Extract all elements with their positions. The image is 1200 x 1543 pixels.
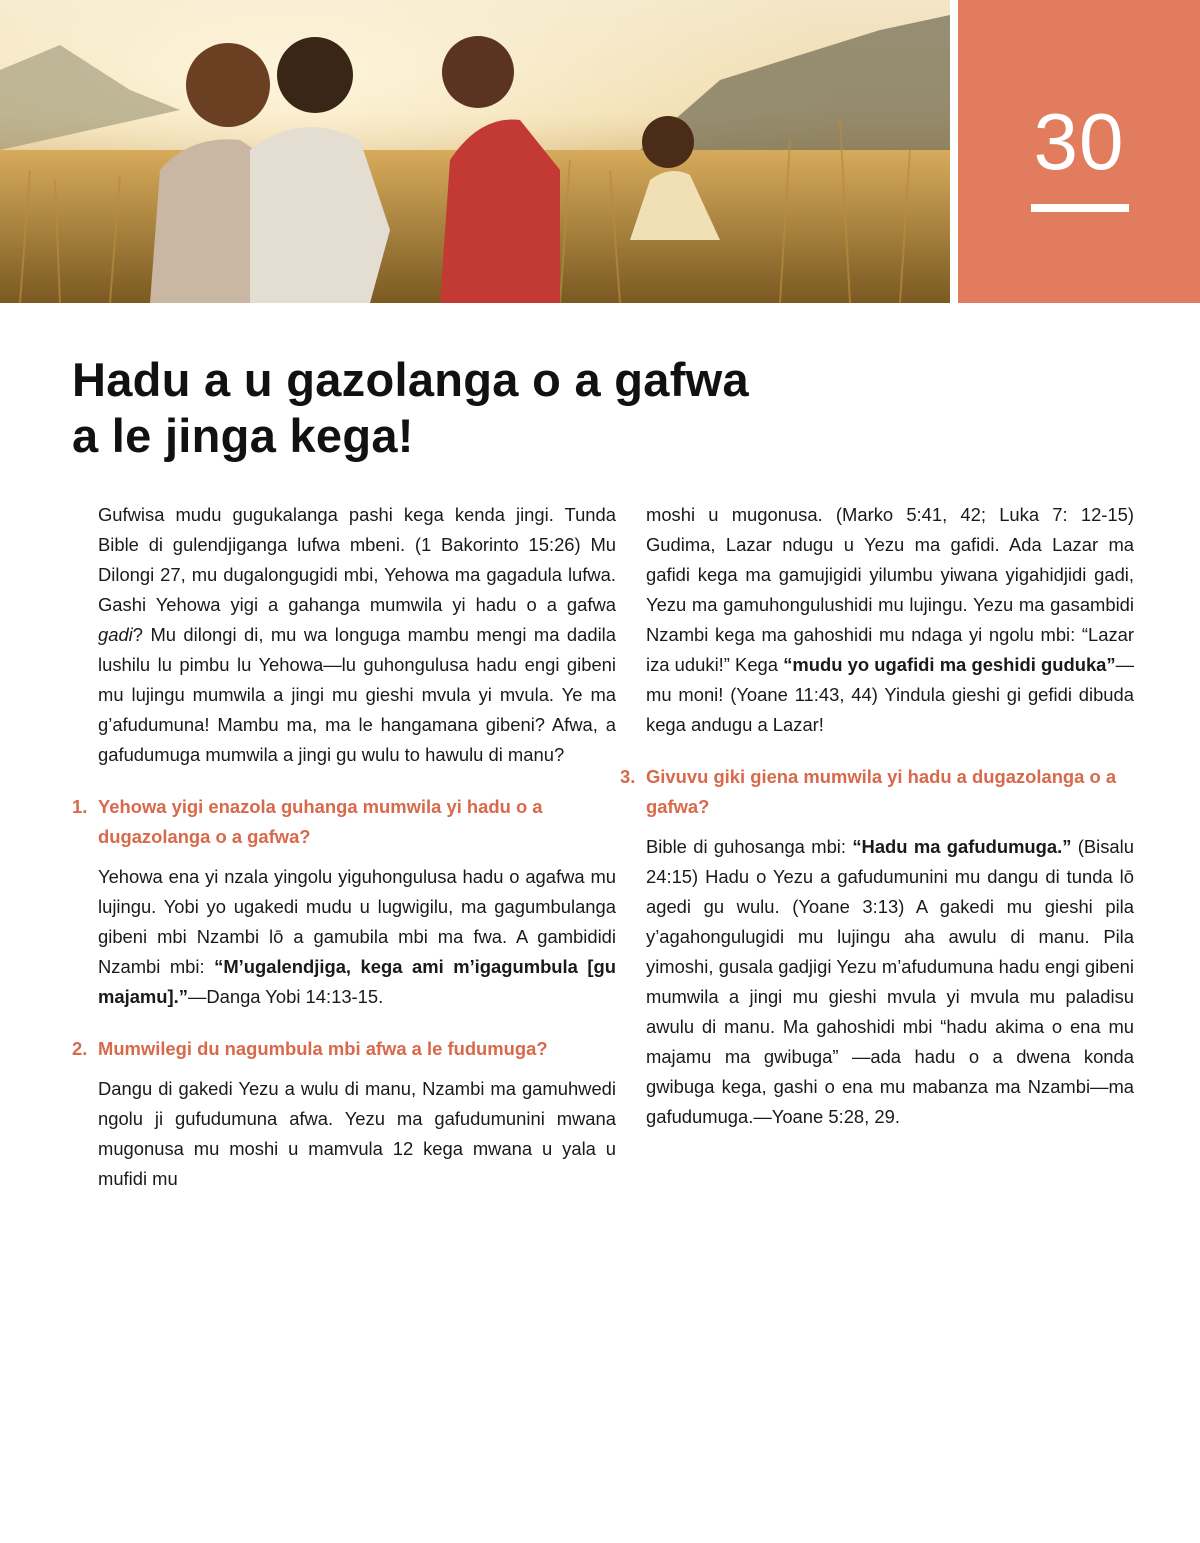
question-text: Givuvu giki giena mumwila yi hadu a dugazolanga o a gafwa? [646, 766, 1117, 817]
scripture-quote: “M’ugalendjiga, kega ami m’igagumbula [gu majamu].” [98, 956, 616, 1007]
page-title: Hadu a u gazolanga o a gafwa a le jinga kega! [72, 353, 749, 463]
answer-text: Yehowa ena yi nzala yingolu yiguhongulusa hadu o agafwa mu lujingu. Yobi yo ugakedi mudu u lugwigilu, ma gagumbulanga gibeni mbi Nzambi lō a gamubila mbi ma fwa. A gambididi Nzambi mbi: [98, 866, 616, 977]
scripture-quote: “Hadu ma gafudumuga.” [852, 836, 1072, 857]
family-meadow-illustration [0, 0, 950, 303]
intro-text-rest: ? Mu dilongi di, mu wa longuga mambu mengi ma dadila lushilu lu pimbu lu Yehowa—lu guhongulusa hadu engi gibeni mu lujingu mumwila a jingi mu gieshi mvula yi mvula. Ye ma g’afudumuna! Mambu ma, ma le hangamana gibeni? Afwa, a gafudumuga mumwila a jingi gu wulu to hawulu di manu? [98, 624, 616, 765]
answer-tail: —Danga Yobi 14:13-15. [187, 986, 384, 1007]
answer-3 [646, 832, 1134, 1132]
intro-text: Gufwisa mudu gugukalanga pashi kega kenda jingi. Tunda Bible di gulendjiganga lufwa mbeni. (1 Bakorinto 15:26) Mu Dilongi 27, mu dugalongugidi mbi, Yehowa ma gagadula lufwa. Gashi Yehowa yigi a gahanga mumwila yi hadu o a gafwa [98, 504, 616, 615]
question-number: 3. [620, 766, 636, 787]
answer-2-continued [646, 500, 1134, 740]
question-number: 2. [72, 1038, 88, 1059]
intro-paragraph [98, 500, 616, 770]
answer-2 [98, 1074, 616, 1194]
question-2 [72, 1034, 616, 1064]
question-text: Mumwilegi du nagumbula mbi afwa a le fudumuga? [98, 1038, 548, 1059]
question-1 [72, 792, 616, 852]
badge-underline [1031, 204, 1129, 212]
scripture-quote: “mudu yo ugafidi ma geshidi guduka” [783, 654, 1116, 675]
lesson-number-badge [958, 0, 1200, 303]
answer-text: Bible di guhosanga mbi: [646, 836, 853, 857]
question-text: Yehowa yigi enazola guhanga mumwila yi hadu o a dugazolanga o a gafwa? [98, 796, 543, 847]
answer-1 [98, 862, 616, 1012]
answer-tail: —mu moni! (Yoane 11:43, 44) Yindula gieshi gi gefidi dibuda kega andugu a Lazar! [646, 654, 1134, 735]
answer-text: Dangu di gakedi Yezu a wulu di manu, Nzambi ma gamuhwedi ngolu ji gufudumuna afwa. Yezu ma gafudumunini mwana mugonusa mu moshi u mamvula 12 kega mwana u yala u mufidi mu [98, 1078, 616, 1189]
answer-text: moshi u mugonusa. (Marko 5:41, 42; Luka 7: 12-15) Gudima, Lazar ndugu u Yezu ma gafidi. Ada Lazar ma gafidi kega ma gamujigidi yilumbu yiwana yigahidjidi gadi, Yezu ma gamuhongulushidi mu lujingu. Yezu ma gasambidi Nzambi kega ma gahoshidi mu ndaga yi ngolu mbi: “Lazar iza uduki!” Kega [646, 504, 1134, 675]
lesson-number: 30 [1033, 97, 1125, 186]
question-3 [620, 762, 1134, 822]
right-column [620, 500, 1134, 1148]
question-number: 1. [72, 796, 88, 817]
hero-photo [0, 0, 950, 303]
left-column [72, 500, 616, 1210]
answer-tail: (Bisalu 24:15) Hadu o Yezu a gafudumunini mu dangu di tunda lō agedi gu wulu. (Yoane 3:13) A gakedi mu gieshi pila y’agahongulugidi mu lujingu aha awulu di manu. Pila yimoshi, gusala gadjigi Yezu m’afudumuna hadu engi gibeni mumwila a jingi mu gieshi mvula yi mvula mu paladisu awulu di manu. Ma gahoshidi mbi “hadu akima o ena mu majamu ma gwibuga” —ada hadu o a dwena konda gwibuga kega, gashi o ena mu mabanza ma Nzambi—ma gafudumuga.—Yoane 5:28, 29. [646, 836, 1134, 1127]
intro-emphasis: gadi [98, 624, 133, 645]
